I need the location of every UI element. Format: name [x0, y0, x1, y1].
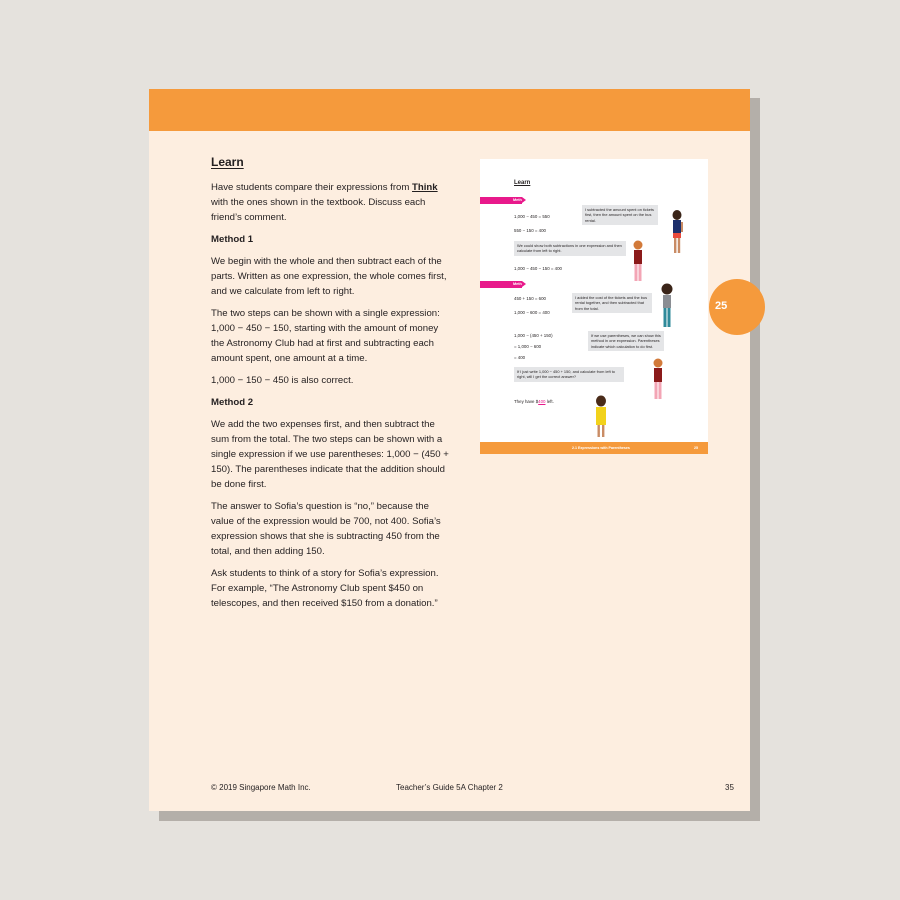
thumb-m1-eq2: 550 − 150 = 400 [514, 228, 546, 233]
thumb-m2-expr1: 1,000 − (450 + 150) [514, 333, 553, 338]
method2-paragraph-3: Ask students to think of a story for Sofia’s expression. For example, “The Astronomy Club spent $450 on telescopes, and then received $150 from a donation.” [211, 568, 439, 609]
thumb-speech-bubble-2: We could show both subtractions in one expression and then calculate from left to right. [514, 241, 626, 256]
intro-paragraph [211, 180, 451, 225]
textbook-page-thumbnail [480, 159, 708, 454]
thumb-speech-bubble-1: I subtracted the amount spent on tickets first, then the amount spent on the bus rental. [582, 205, 658, 225]
intro-text: Have students compare their expressions from [211, 182, 413, 193]
footer-copyright: © 2019 Singapore Math Inc. [211, 783, 311, 792]
thumb-footer-page: 25 [694, 446, 698, 450]
document-page [149, 89, 750, 811]
method1-paragraph-1: We begin with the whole and then subtract each of the parts. Written as one expression, the whole comes first, and we calculate from left to right. [211, 256, 447, 297]
textbook-page-tab [709, 279, 765, 335]
thumb-footer-title: 2.1 Expressions with Parentheses [572, 446, 630, 450]
method2-paragraph-1: We add the two expenses first, and then subtract the sum from the total. The two steps can be shown with a single expression if we use parentheses: 1,000 − (450 + 150). The parentheses indicate that the addition should be done first. [211, 419, 449, 490]
method2-heading: Method 2 [211, 397, 254, 408]
thumb-m2-expr2: = 1,000 − 600 [514, 344, 542, 349]
method1-paragraph-2: The two steps can be shown with a single expression: 1,000 − 450 − 150, starting with the amount of money the Astronomy Club had at first and subtracting each amount spent, one amount at a time. [211, 308, 440, 364]
child-illustration-4 [648, 357, 668, 405]
child-illustration-1 [666, 209, 688, 259]
thumb-m1-eq1: 1,000 − 450 = 550 [514, 214, 550, 219]
header-band [149, 89, 750, 131]
thumb-answer-pre: They have $ [514, 399, 539, 404]
thumb-answer-line [514, 399, 554, 405]
thumb-method1-tag: Method 1 [480, 197, 522, 204]
intro-text-end: with the ones shown in the textbook. Discuss each friend’s comment. [211, 197, 426, 223]
thumb-speech-bubble-5: If I just write 1,000 − 450 + 150, and calculate from left to right, will I get the correct answer? [514, 367, 624, 382]
thumb-speech-bubble-4: If we use parentheses, we can show this method in one expression. Parentheses indicate which calculation to do first. [588, 331, 664, 351]
section-heading: Learn [211, 155, 244, 169]
child-illustration-sofia [590, 395, 612, 441]
child-illustration-2 [628, 239, 648, 287]
thumb-m1-expression: 1,000 − 450 − 150 = 400 [514, 266, 562, 271]
thumb-answer-post: left. [545, 399, 554, 404]
lesson-text [211, 155, 451, 618]
thumb-learn-heading: Learn [514, 180, 531, 186]
thumb-m2-expr3: = 400 [514, 355, 526, 360]
thumb-answer-blank: 400 [538, 399, 546, 404]
footer-page-number: 35 [725, 783, 734, 792]
think-link[interactable]: Think [412, 182, 438, 193]
page-tab-number: 25 [715, 300, 728, 312]
thumb-m2-eq2: 1,000 − 600 = 400 [514, 310, 550, 315]
child-illustration-3 [656, 283, 678, 333]
thumb-speech-bubble-3: I added the cost of the tickets and the bus rental together, and then subtracted that from the total. [572, 293, 652, 313]
method2-paragraph-2: The answer to Sofia’s question is “no,” because the value of the expression would be 700, not 400. Sofia’s expression shows that she is subtracting 450 from the total, and then adding 150. [211, 501, 441, 557]
thumb-m2-eq1: 450 + 150 = 600 [514, 296, 546, 301]
footer-book-title: Teacher’s Guide 5A Chapter 2 [396, 783, 503, 792]
method1-paragraph-3: 1,000 − 150 − 450 is also correct. [211, 375, 354, 386]
thumb-method2-tag: Method 2 [480, 281, 522, 288]
thumb-footer-bar [480, 442, 708, 454]
method1-heading: Method 1 [211, 234, 254, 245]
